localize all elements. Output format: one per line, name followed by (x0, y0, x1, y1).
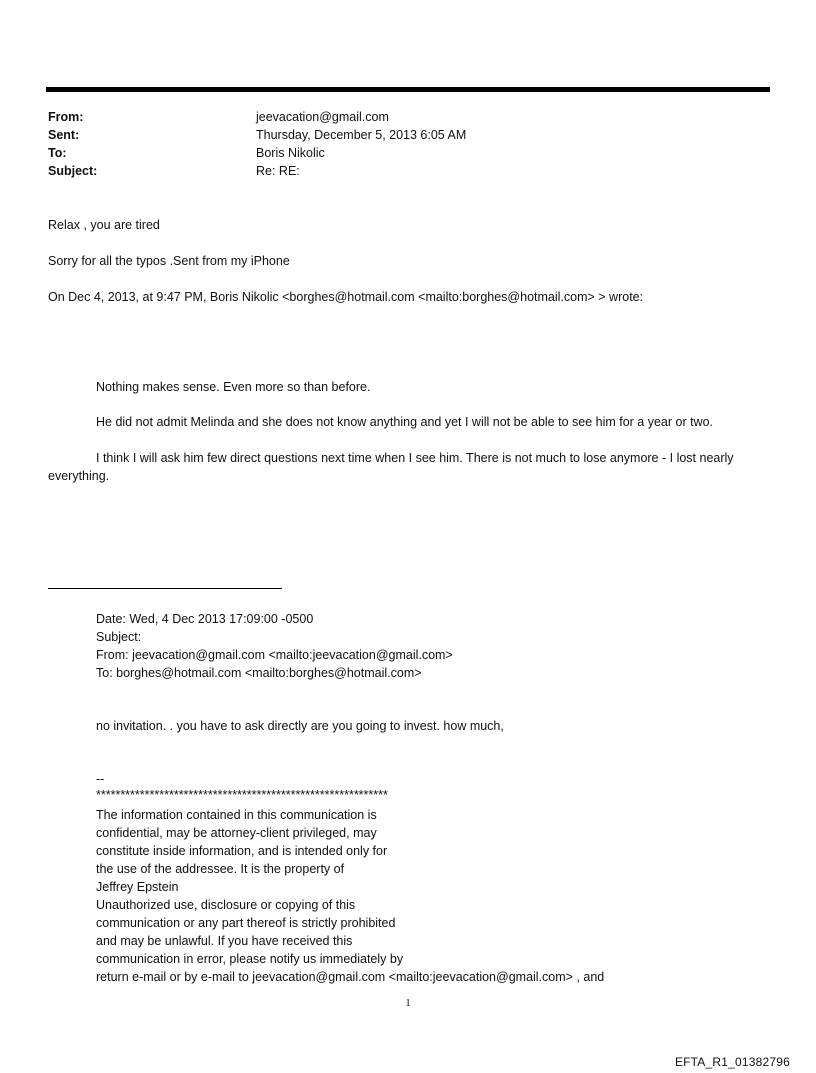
disclaimer-line: Jeffrey Epstein (96, 880, 179, 894)
to-label: To: (48, 146, 67, 160)
disclaimer-line: confidential, may be attorney-client privileged, may (96, 826, 377, 840)
subject-value: Re: RE: (256, 164, 300, 178)
original-from: From: jeevacation@gmail.com <mailto:jeevacation@gmail.com> (96, 648, 453, 662)
signature-dash: -- (96, 772, 105, 786)
quoted-paragraph-1: Nothing makes sense. Even more so than before. (96, 380, 371, 394)
sent-label: Sent: (48, 128, 80, 142)
disclaimer-line: Unauthorized use, disclosure or copying of this (96, 898, 356, 912)
disclaimer-line: communication or any part thereof is strictly prohibited (96, 916, 396, 930)
body-line-typos: Sorry for all the typos .Sent from my iPhone (48, 254, 290, 268)
to-value: Boris Nikolic (256, 146, 325, 160)
sent-value: Thursday, December 5, 2013 6:05 AM (256, 128, 467, 142)
document-id: EFTA_R1_01382796 (674, 1055, 790, 1069)
from-value: jeevacation@gmail.com (256, 110, 389, 124)
quoted-paragraph-2: He did not admit Melinda and she does not know anything and yet I will not be able to see him for a year or two. (96, 415, 714, 429)
original-to: To: borghes@hotmail.com <mailto:borghes@hotmail.com> (96, 666, 422, 680)
original-subject: Subject: (96, 630, 142, 644)
original-message: no invitation. . you have to ask directly are you going to invest. how much, (96, 719, 504, 733)
disclaimer-line: the use of the addressee. It is the property of (96, 862, 345, 876)
header-divider (46, 87, 770, 92)
disclaimer-line: return e-mail or by e-mail to jeevacation@gmail.com <mailto:jeevacation@gmail.com> , and (96, 970, 605, 984)
quoted-paragraph-3: I think I will ask him few direct questions next time when I see him. There is not much to lose anymore - I lost nearly everything. (48, 451, 734, 483)
original-date: Date: Wed, 4 Dec 2013 17:09:00 -0500 (96, 612, 314, 626)
disclaimer-line: and may be unlawful. If you have received this (96, 934, 353, 948)
disclaimer-block (96, 806, 604, 986)
disclaimer-line: The information contained in this communication is (96, 808, 377, 822)
quote-separator (48, 588, 282, 589)
body-line-relax: Relax , you are tired (48, 218, 160, 232)
body-line-wrote: On Dec 4, 2013, at 9:47 PM, Boris Nikolic <borghes@hotmail.com <mailto:borghes@hotmail.com> > wrote: (48, 290, 644, 304)
disclaimer-line: constitute inside information, and is intended only for (96, 844, 388, 858)
disclaimer-line: communication in error, please notify us immediately by (96, 952, 404, 966)
page-number: 1 (405, 997, 411, 1009)
signature-stars: ************************************************************ (96, 788, 388, 802)
subject-label: Subject: (48, 164, 98, 178)
from-label: From: (48, 110, 84, 124)
